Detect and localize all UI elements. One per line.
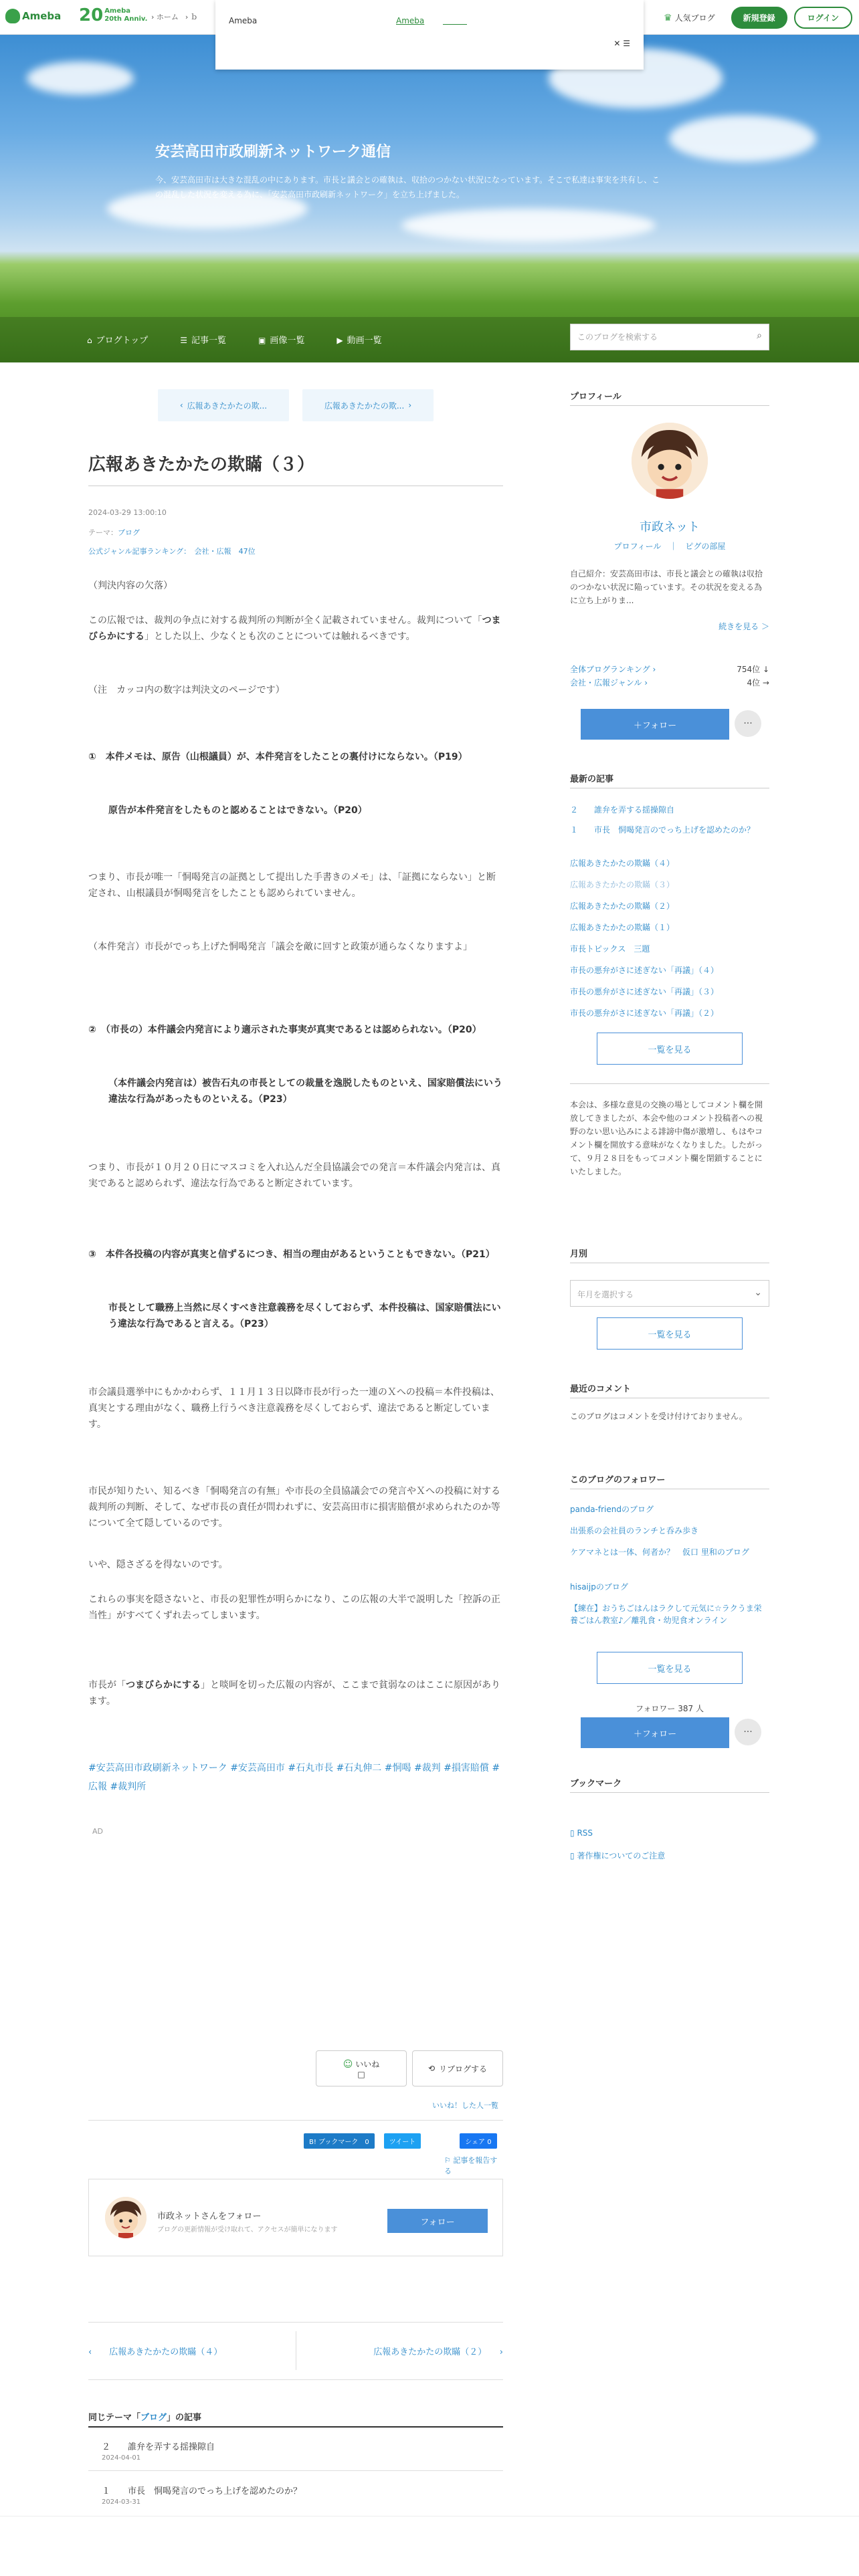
divider <box>570 1792 769 1793</box>
divider <box>88 2322 503 2323</box>
related-theme-link[interactable]: ブログ <box>140 2413 167 2423</box>
related-article-date: 2024-04-01 <box>102 2454 141 2462</box>
next-article-link[interactable] <box>373 2345 503 2357</box>
prev-article-title: 広報あきたかたの欺瞞（４） <box>109 2347 223 2357</box>
paragraph <box>88 1247 503 1263</box>
ad-link[interactable]: Ameba <box>396 16 425 25</box>
profile-intro: 自己紹介：安芸高田市は、市長と議会との確執は収拾のつかない状況に陥っています。その状況を変える為に立ち上がりま... <box>570 569 763 605</box>
like-label: いいね <box>355 2059 380 2069</box>
ameba-logo[interactable] <box>5 9 61 23</box>
list-icon: ☰ <box>180 336 188 345</box>
paragraph: （注 カッコ内の数字は判決文のページです） <box>88 685 285 695</box>
ranking-label: 全体ブログランキング › <box>570 665 656 674</box>
profile-avatar[interactable] <box>632 423 708 499</box>
follower-blog-link[interactable]: 出張系の会社員のランチと呑み歩き <box>570 1526 699 1535</box>
divider <box>88 2120 503 2121</box>
report-label: 記事を報告する <box>444 2156 498 2175</box>
related-article-link[interactable]: １ 市長 恫喝発言のでっち上げを認めたのか？ <box>102 2486 302 2496</box>
follow-card-description: ブログの更新情報が受け取れて、アクセスが簡単になります <box>157 2226 338 2234</box>
followers-heading: このブログのフォロワー <box>570 1475 666 1485</box>
follower-blog-link[interactable]: panda-friendのブログ <box>570 1505 654 1514</box>
followers-list-button[interactable]: 一覧を見る <box>597 1652 743 1684</box>
info-icon: ▯ <box>570 1851 575 1860</box>
paragraph: 市民が知りたい、知るべき「恫喝発言の有無」や市長の全員協議会での発言やＸへの投稿に対する裁判所の判断、そして、なぜ市長の責任が問われずに、安芸高田市に損害賠償が求められたのか等について全て隠しているのです。 <box>88 1486 500 1529</box>
recent-article-link[interactable]: 広報あきたかたの欺瞞（１） <box>570 923 675 932</box>
nav-blog-top[interactable] <box>87 333 148 346</box>
text: 」の記事 <box>167 2413 202 2423</box>
nav-article-list[interactable] <box>180 333 226 346</box>
point-3-detail: 市長として職務上当然に尽くすべき注意義務を尽くしておらず、本件投稿は、国家賠償法にいう違法な行為であると言える。（P23） <box>108 1303 501 1329</box>
paragraph: （判決内容の欠落） <box>88 580 173 591</box>
divider <box>570 405 769 406</box>
hashtag-link[interactable]: #安芸高田市 <box>230 1763 285 1774</box>
paragraph: つまり、市長が唯一「恫喝発言の証拠として提出した手書きのメモ」は、「証拠にならない」と断定され、山根議員が恫喝発言をしたことも認められていません。 <box>88 872 496 899</box>
like-icon: ☺ <box>343 2058 353 2070</box>
article-theme <box>88 527 140 538</box>
chevron-left-icon: ‹ <box>179 401 183 410</box>
cloud-decoration <box>27 62 134 95</box>
bookmark-heading: ブックマーク <box>570 1779 622 1789</box>
theme-label: テーマ： <box>88 528 118 537</box>
month-select[interactable] <box>570 1280 769 1307</box>
profile-links[interactable]: プロフィール ｜ ピグの部屋 <box>613 542 726 551</box>
paragraph: いや、隠さざるを得ないのです。 <box>88 1560 228 1570</box>
text: 同じテーマ「 <box>88 2413 141 2423</box>
recent-article-link[interactable]: 市長トピックス 三題 <box>570 944 650 954</box>
recent-article-link[interactable]: 広報あきたかたの欺瞞（４） <box>570 859 675 868</box>
overall-ranking-row[interactable] <box>570 663 769 675</box>
reblog-icon: ⟲ <box>427 2064 436 2073</box>
recent-list-button[interactable]: 一覧を見る <box>597 1033 743 1065</box>
hashtag-list <box>88 1759 503 1796</box>
login-button[interactable]: ログイン <box>794 7 852 29</box>
prev-article-link[interactable] <box>88 2345 222 2357</box>
hashtag-link[interactable]: #安芸高田市政刷新ネットワーク <box>88 1763 227 1774</box>
avatar <box>105 2197 147 2238</box>
anniv-number: 20 <box>79 5 104 25</box>
bookmark-label: RSS <box>577 1828 593 1838</box>
report-icon: ⚐ <box>444 2156 451 2165</box>
related-article-link[interactable]: ２ 誰弁を弄する揺操隙自 <box>102 2442 215 2452</box>
follower-blog-link[interactable]: 【練在】おうちごはんはラクして元気に☆ラクうま栄養ごはん教室♪／離乳食・幼児食オンライン <box>570 1604 762 1625</box>
paragraph <box>88 613 503 645</box>
recent-article-link[interactable]: 市長の悪弁がさに述ぎない「再議」（４） <box>570 966 719 975</box>
ad-advertiser: Ameba <box>229 16 258 25</box>
month-placeholder: 年月を選択する <box>577 1290 634 1299</box>
paragraph: これらの事実を隠さないと、市長の犯罪性が明らかになり、この広報の大半で説明した「控訴の正当性」がすべてくずれ去ってしまいます。 <box>88 1594 500 1621</box>
recent-comments-heading: 最近のコメント <box>570 1384 632 1394</box>
popular-label: 人気ブログ <box>674 13 715 23</box>
profile-read-more-link[interactable]: 続きを見る ＞ <box>719 622 769 631</box>
paragraph: 市会議員選挙中にもかかわらず、１１月１３日以降市長が行った一連のＸへの投稿＝本件投稿は、真実とする理由がなく、職務上行うべき注意義務を尽くしておらず、違法であると断定しています。 <box>88 1387 500 1430</box>
bookmark-label: 著作権についてのご注意 <box>577 1851 666 1860</box>
blog-description: 今、安芸高田市は大きな混乱の中にあります。市長と議会との確執は、収拾のつかない状況になっています。そこで私達は事実を共有し、この混乱した状況を変える為に、「安芸高田市政刷新ネットワーク」を立ち上げました。 <box>155 175 660 199</box>
recent-articles-heading: 最新の記事 <box>570 774 614 784</box>
image-icon: ▣ <box>258 336 266 345</box>
text: 市長が「 <box>88 1680 126 1691</box>
hashtag-link[interactable]: #石丸伸二 <box>336 1763 382 1774</box>
related-articles-heading <box>88 2410 201 2423</box>
next-article-title: 広報あきたかたの欺瞞（２） <box>373 2347 482 2357</box>
anniv-sub: 20th Anniv. <box>104 15 148 23</box>
chevron-left-icon: ‹ <box>88 2347 92 2357</box>
pager-label: 広報あきたかたの欺... <box>187 401 268 411</box>
divider <box>88 2426 503 2428</box>
facebook-share-button[interactable]: シェア 0 <box>460 2133 496 2149</box>
paragraph <box>88 1022 503 1038</box>
genre-ranking-link[interactable]: 公式ジャンル記事ランキング： 会社・広報 47位 <box>88 547 256 556</box>
article-title[interactable]: 広報あきたかたの欺瞞（３） <box>88 455 315 475</box>
avatar-face-icon <box>632 423 708 499</box>
paragraph: （本件発言）市長がでっち上げた恫喝発言「議会を敵に回すと政策が通らなくなりますよ」 <box>88 942 472 952</box>
text: この広報では、裁判の争点に対する裁判所の判断が全く記載されていません。裁判について「 <box>88 615 482 626</box>
crown-icon: ♛ <box>664 12 672 23</box>
reblog-button[interactable] <box>412 2050 503 2086</box>
report-article-link[interactable] <box>444 2155 503 2176</box>
recent-article-link[interactable]: 広報あきたかたの欺瞞（２） <box>570 901 675 911</box>
nav-label: ブログトップ <box>96 336 149 346</box>
point-1: ① 本件メモは、原告（山根議員）が、本件発言をしたことの裏付けにならない。（P19） <box>88 752 468 762</box>
ad-close-icon[interactable]: ✕ ☰ <box>613 39 630 48</box>
article-date: 2024-03-29 13:00:10 <box>88 508 167 517</box>
divider <box>88 2379 503 2380</box>
register-button[interactable]: 新規登録 <box>731 7 787 29</box>
more-options-icon[interactable]: ··· <box>735 1719 761 1745</box>
reblog-label: リブログする <box>439 2064 488 2074</box>
tweet-button[interactable]: ツイート <box>384 2133 421 2149</box>
follower-blog-link[interactable]: hisaijpのブログ <box>570 1582 628 1592</box>
text: 」と啖呵を切った広報の内容が、ここまで貧弱なのはここに原因があります。 <box>88 1680 500 1707</box>
paragraph <box>88 1075 503 1107</box>
video-icon: ▶ <box>337 336 343 345</box>
recent-article-link[interactable]: １ 市長 恫喝発言のでっち上げを認めたのか？ <box>570 825 755 835</box>
paragraph <box>88 802 503 819</box>
profile-heading: プロフィール <box>570 392 622 402</box>
global-nav <box>151 11 198 22</box>
ad-underline <box>443 24 467 25</box>
blog-title[interactable]: 安芸高田市政刷新ネットワーク通信 <box>155 144 391 160</box>
theme-link[interactable]: ブログ <box>118 528 140 537</box>
like-count: □ <box>357 2069 365 2079</box>
next-article-button[interactable] <box>302 389 434 421</box>
rss-icon: ▯ <box>570 1828 575 1838</box>
nav-label: 画像一覧 <box>270 336 305 346</box>
ad-overlay[interactable] <box>215 0 644 70</box>
like-button[interactable] <box>316 2050 407 2086</box>
anniv-text: Ameba <box>104 7 131 15</box>
comments-disabled-note: このブログはコメントを受け付けておりません。 <box>570 1412 747 1421</box>
paragraph: つまり、市長が１０月２０日にマスコミを入れ込んだ全員協議会での発言＝本件議会内発言は、真実であると認められず、違法な行為であると断定されています。 <box>88 1162 500 1189</box>
follower-blog-link[interactable]: ケアマネとは一体、何者か？ 仮口 里和のブログ <box>570 1547 749 1557</box>
follower-count: フォロワー 387 人 <box>636 1704 704 1713</box>
paragraph <box>88 1300 503 1332</box>
emphasis: つまびらかにする <box>88 615 501 642</box>
pager-label: 広報あきたかたの欺... <box>324 401 405 411</box>
popular-blog-link[interactable] <box>664 12 715 23</box>
hatena-bookmark-button[interactable]: B! ブックマーク 0 <box>304 2133 375 2149</box>
cloud-decoration <box>669 115 816 162</box>
ranking-value: 754位 ↓ <box>737 665 769 674</box>
divider <box>570 1083 769 1084</box>
recent-article-link[interactable]: 市長の悪弁がさに述ぎない「再議」（３） <box>570 987 719 996</box>
point-2-detail: （本件議会内発言は）被告石丸の市長としての裁量を逸脱したものといえ、国家賠償法にいう違法な行為があったものといえる。（P23） <box>108 1078 502 1105</box>
rss-link[interactable] <box>570 1828 593 1838</box>
ranking-label: 会社・広報ジャンル › <box>570 678 648 687</box>
related-article-date: 2024-03-31 <box>102 2498 141 2506</box>
ranking-value: 4位 → <box>747 678 769 687</box>
global-nav-b[interactable]: › ｂ <box>185 13 198 21</box>
hashtag-link[interactable]: #恫喝 <box>384 1763 411 1774</box>
anniversary-logo[interactable] <box>79 5 147 25</box>
emphasis: つまびらかにする <box>126 1680 201 1691</box>
sidebar-follow-button-2[interactable]: ＋フォロー <box>581 1717 729 1748</box>
sidebar-follow-button[interactable]: ＋フォロー <box>581 709 729 740</box>
home-icon: ⌂ <box>87 336 92 345</box>
ad-label: AD <box>92 1827 103 1836</box>
recent-article-link[interactable]: 広報あきたかたの欺瞞（３） <box>570 880 675 889</box>
follow-card <box>88 2179 503 2256</box>
profile-name-link[interactable]: 市政ネット <box>640 520 700 534</box>
blog-header-banner <box>0 35 859 362</box>
hashtag-link[interactable]: #裁判 <box>413 1763 441 1774</box>
paragraph <box>88 1677 503 1709</box>
monthly-heading: 月別 <box>570 1249 588 1259</box>
follow-card-title: 市政ネットさんをフォロー <box>157 2212 262 2222</box>
nav-label: 動画一覧 <box>347 336 382 346</box>
point-2: ② （市長の）本件議会内発言により適示された事実が真実であるとは認められない。（P20） <box>88 1025 482 1035</box>
copyright-note-link[interactable] <box>570 1850 665 1861</box>
monthly-list-button[interactable]: 一覧を見る <box>597 1317 743 1350</box>
ameba-frog-icon <box>5 9 20 23</box>
avatar-face-icon <box>105 2197 147 2238</box>
paragraph <box>88 749 503 765</box>
hashtag-link[interactable]: #石丸市長 <box>288 1763 334 1774</box>
search-icon[interactable]: ⌕ <box>757 330 762 341</box>
liked-users-link[interactable]: いいね！した人一覧 <box>432 2101 498 2110</box>
logo-text: Ameba <box>22 10 62 22</box>
hashtag-link[interactable]: #広報 <box>88 1763 500 1792</box>
hashtag-link[interactable]: #損害賠償 <box>444 1763 489 1774</box>
hashtag-link[interactable]: #裁判所 <box>110 1782 147 1792</box>
recent-article-link[interactable]: 市長の悪弁がさに述ぎない「再議」（２） <box>570 1008 719 1018</box>
nav-image-list[interactable] <box>258 333 304 346</box>
follow-button[interactable]: フォロー <box>387 2209 488 2233</box>
more-options-icon[interactable]: ··· <box>735 710 761 737</box>
chevron-right-icon: › <box>499 2347 503 2357</box>
nav-label: 記事一覧 <box>191 336 227 346</box>
prev-article-button[interactable] <box>158 389 289 421</box>
point-3: ③ 本件各投稿の内容が真実と信ずるにつき、相当の理由があるということもできない。（P21） <box>88 1249 495 1260</box>
share-buttons <box>304 2133 497 2149</box>
search-placeholder: このブログを検索する <box>577 332 658 342</box>
text: 」とした以上、少なくとも次のことについては触れるべきです。 <box>145 631 415 642</box>
divider <box>88 2470 503 2471</box>
chevron-right-icon: › <box>408 401 412 410</box>
recent-article-link[interactable]: ２ 誰弁を弄する揺操隙自 <box>570 805 675 815</box>
genre-ranking-row[interactable] <box>570 677 769 688</box>
cloud-decoration <box>401 209 656 242</box>
global-nav-home[interactable]: › ホーム <box>151 13 179 21</box>
nav-video-list[interactable] <box>337 333 381 346</box>
chevron-down-icon: ⌄ <box>754 1287 762 1298</box>
comment-policy-note: 本会は、多様な意見の交換の場としてコメント欄を開放してきましたが、本会や他のコメント投稿者への視野のない思い込みによる誹謗中傷が激増し、もはやコメント欄を開放する意味がなくなりました。したがって、９月２８日をもってコメント欄を閉鎖することにいたしました。 <box>570 1100 763 1176</box>
point-1-detail: 原告が本件発言をしたものと認めることはできない。（P20） <box>108 805 367 816</box>
blog-search-input[interactable] <box>570 324 769 350</box>
